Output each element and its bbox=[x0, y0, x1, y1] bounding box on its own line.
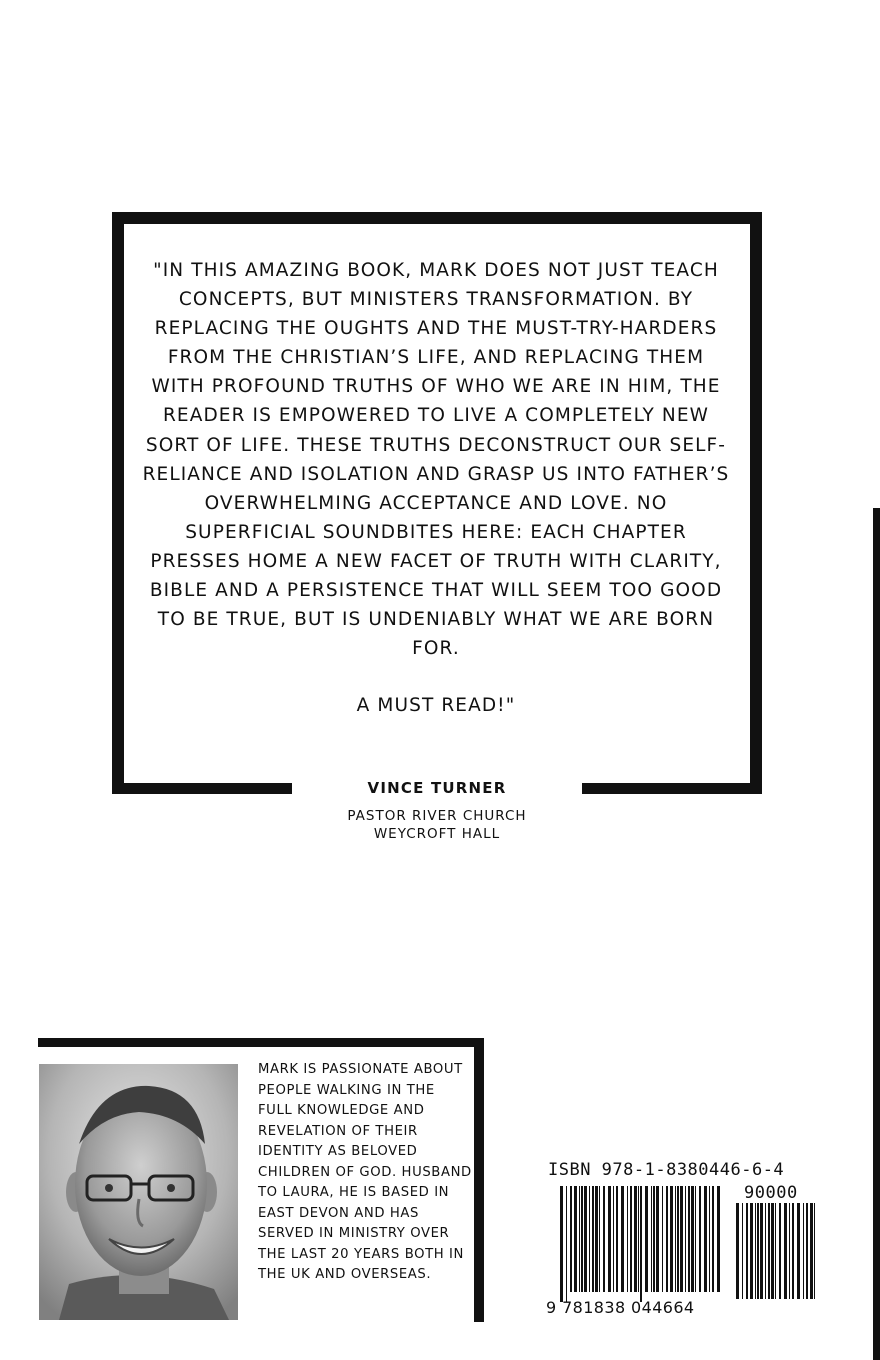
endorser-title bbox=[292, 807, 582, 843]
barcode-bar bbox=[814, 1203, 815, 1299]
barcode-bar bbox=[616, 1186, 618, 1292]
barcode-bar bbox=[579, 1186, 580, 1292]
barcode-bar bbox=[695, 1186, 696, 1292]
barcode-bar bbox=[645, 1186, 648, 1292]
barcode-bar bbox=[566, 1186, 567, 1302]
barcode-bar bbox=[677, 1186, 679, 1292]
quote-frame-right bbox=[750, 212, 762, 794]
quote-frame-left bbox=[112, 212, 124, 794]
barcode-bar bbox=[592, 1186, 594, 1292]
bio-frame-top bbox=[38, 1038, 484, 1047]
barcode-bar bbox=[581, 1186, 583, 1292]
endorsement-quote bbox=[140, 256, 732, 720]
barcode-bar bbox=[613, 1186, 614, 1292]
barcode-bar bbox=[685, 1186, 686, 1292]
endorser-name: VINCE TURNER bbox=[367, 779, 507, 797]
barcode-bar bbox=[746, 1203, 748, 1299]
barcode-bar bbox=[640, 1186, 642, 1302]
barcode-bar bbox=[736, 1203, 739, 1299]
barcode-bar bbox=[670, 1186, 673, 1292]
quote-closing: A MUST READ!" bbox=[356, 695, 516, 717]
bio-frame-right bbox=[474, 1038, 484, 1322]
barcode-bar bbox=[634, 1186, 637, 1292]
barcode-bar bbox=[704, 1186, 707, 1292]
barcode-bar bbox=[797, 1203, 800, 1299]
author-photo bbox=[39, 1064, 238, 1320]
barcode-bar bbox=[574, 1186, 577, 1292]
barcode-bar bbox=[768, 1203, 770, 1299]
barcode-bar bbox=[608, 1186, 611, 1292]
barcode-bar bbox=[599, 1186, 600, 1292]
barcode-bar bbox=[803, 1203, 804, 1299]
barcode-bar bbox=[638, 1186, 639, 1292]
barcode-bar bbox=[806, 1203, 808, 1299]
barcode-digits: 9 781838 044664 bbox=[546, 1298, 695, 1317]
barcode-bar bbox=[784, 1203, 787, 1299]
spine-edge-line bbox=[873, 508, 880, 1360]
barcode-bar bbox=[709, 1186, 710, 1292]
barcode-bar bbox=[688, 1186, 690, 1292]
barcode-bar bbox=[691, 1186, 694, 1292]
isbn-label: ISBN 978-1-8380446-6-4 bbox=[548, 1160, 785, 1180]
barcode-bar bbox=[771, 1203, 774, 1299]
barcode-bar bbox=[589, 1186, 590, 1292]
endorser-title-line2: WEYCROFT HALL bbox=[373, 826, 501, 842]
author-bio: MARK IS PASSIONATE ABOUT PEOPLE WALKING IN THE FULL KNOWLEDGE AND REVELATION OF THEIR IDENTITY AS BELOVED CHILDREN OF GOD. HUSBAND TO LAURA, HE IS BASED IN EAST DEVON AND HAS SERVED IN MINISTRY OVER THE LAST 20 YEARS BOTH IN THE UK AND OVERSEAS. bbox=[258, 1062, 472, 1282]
barcode-bar bbox=[765, 1203, 766, 1299]
quote-frame-top bbox=[112, 212, 762, 224]
barcode-bar bbox=[627, 1186, 628, 1292]
barcode-bar bbox=[570, 1186, 572, 1292]
barcode-bar bbox=[760, 1203, 763, 1299]
barcode-bar bbox=[680, 1186, 683, 1292]
barcode-bar bbox=[595, 1186, 598, 1292]
barcode-bar bbox=[779, 1203, 781, 1299]
barcode-bar bbox=[775, 1203, 776, 1299]
quote-frame-bottom-left bbox=[112, 783, 292, 794]
barcode-bar bbox=[792, 1203, 794, 1299]
barcode-bar bbox=[666, 1186, 668, 1292]
quote-frame-bottom-right bbox=[582, 783, 762, 794]
barcode-bar bbox=[712, 1186, 714, 1292]
barcode-bar bbox=[651, 1186, 652, 1292]
barcode-bar bbox=[656, 1186, 659, 1292]
author-portrait-image bbox=[39, 1064, 238, 1320]
barcode-bar bbox=[750, 1203, 753, 1299]
barcode-bar bbox=[717, 1186, 720, 1292]
barcode-bar bbox=[810, 1203, 813, 1299]
price-code: 90000 bbox=[744, 1183, 798, 1203]
barcode-bar bbox=[699, 1186, 701, 1292]
barcode-bar bbox=[662, 1186, 663, 1292]
barcode-bar bbox=[755, 1203, 756, 1299]
barcode-bar bbox=[653, 1186, 655, 1292]
barcode-bar bbox=[630, 1186, 632, 1292]
barcode-main bbox=[560, 1186, 724, 1302]
barcode-addon bbox=[736, 1203, 818, 1299]
endorser-title-line1: PASTOR RIVER CHURCH bbox=[347, 808, 527, 824]
barcode-bar bbox=[603, 1186, 605, 1292]
barcode-bar bbox=[675, 1186, 676, 1292]
barcode-bar bbox=[560, 1186, 563, 1302]
quote-paragraph: "IN THIS AMAZING BOOK, MARK DOES NOT JUST TEACH CONCEPTS, BUT MINISTERS TRANSFORMATION. BY REPLACING THE OUGHTS AND THE MUST-TRY-HARDERS FROM THE CHRISTIAN’S LIFE, AND REPLACING THEM WITH PROFOUND TRUTHS OF WHO WE ARE IN HIM, THE READER IS EMPOWERED TO LIVE A COMPLETELY NEW SORT OF LIFE. THESE TRUTHS DECONSTRUCT OUR SELF-RELIANCE AND ISOLATION AND GRASP US INTO FATHER’S OVERWHELMING ACCEPTANCE AND LOVE. NO SUPERFICIAL SOUNDBITES HERE: EACH CHAPTER PRESSES HOME A NEW FACET OF TRUTH WITH CLARITY, BIBLE AND A PERSISTENCE THAT WILL SEEM TOO GOOD TO BE TRUE, BUT IS UNDENIABLY WHAT WE ARE BORN FOR. bbox=[142, 260, 730, 660]
barcode-bar bbox=[742, 1203, 743, 1299]
barcode-bar bbox=[789, 1203, 790, 1299]
barcode-bar bbox=[757, 1203, 759, 1299]
barcode-bar bbox=[584, 1186, 587, 1292]
barcode-bar bbox=[621, 1186, 624, 1292]
